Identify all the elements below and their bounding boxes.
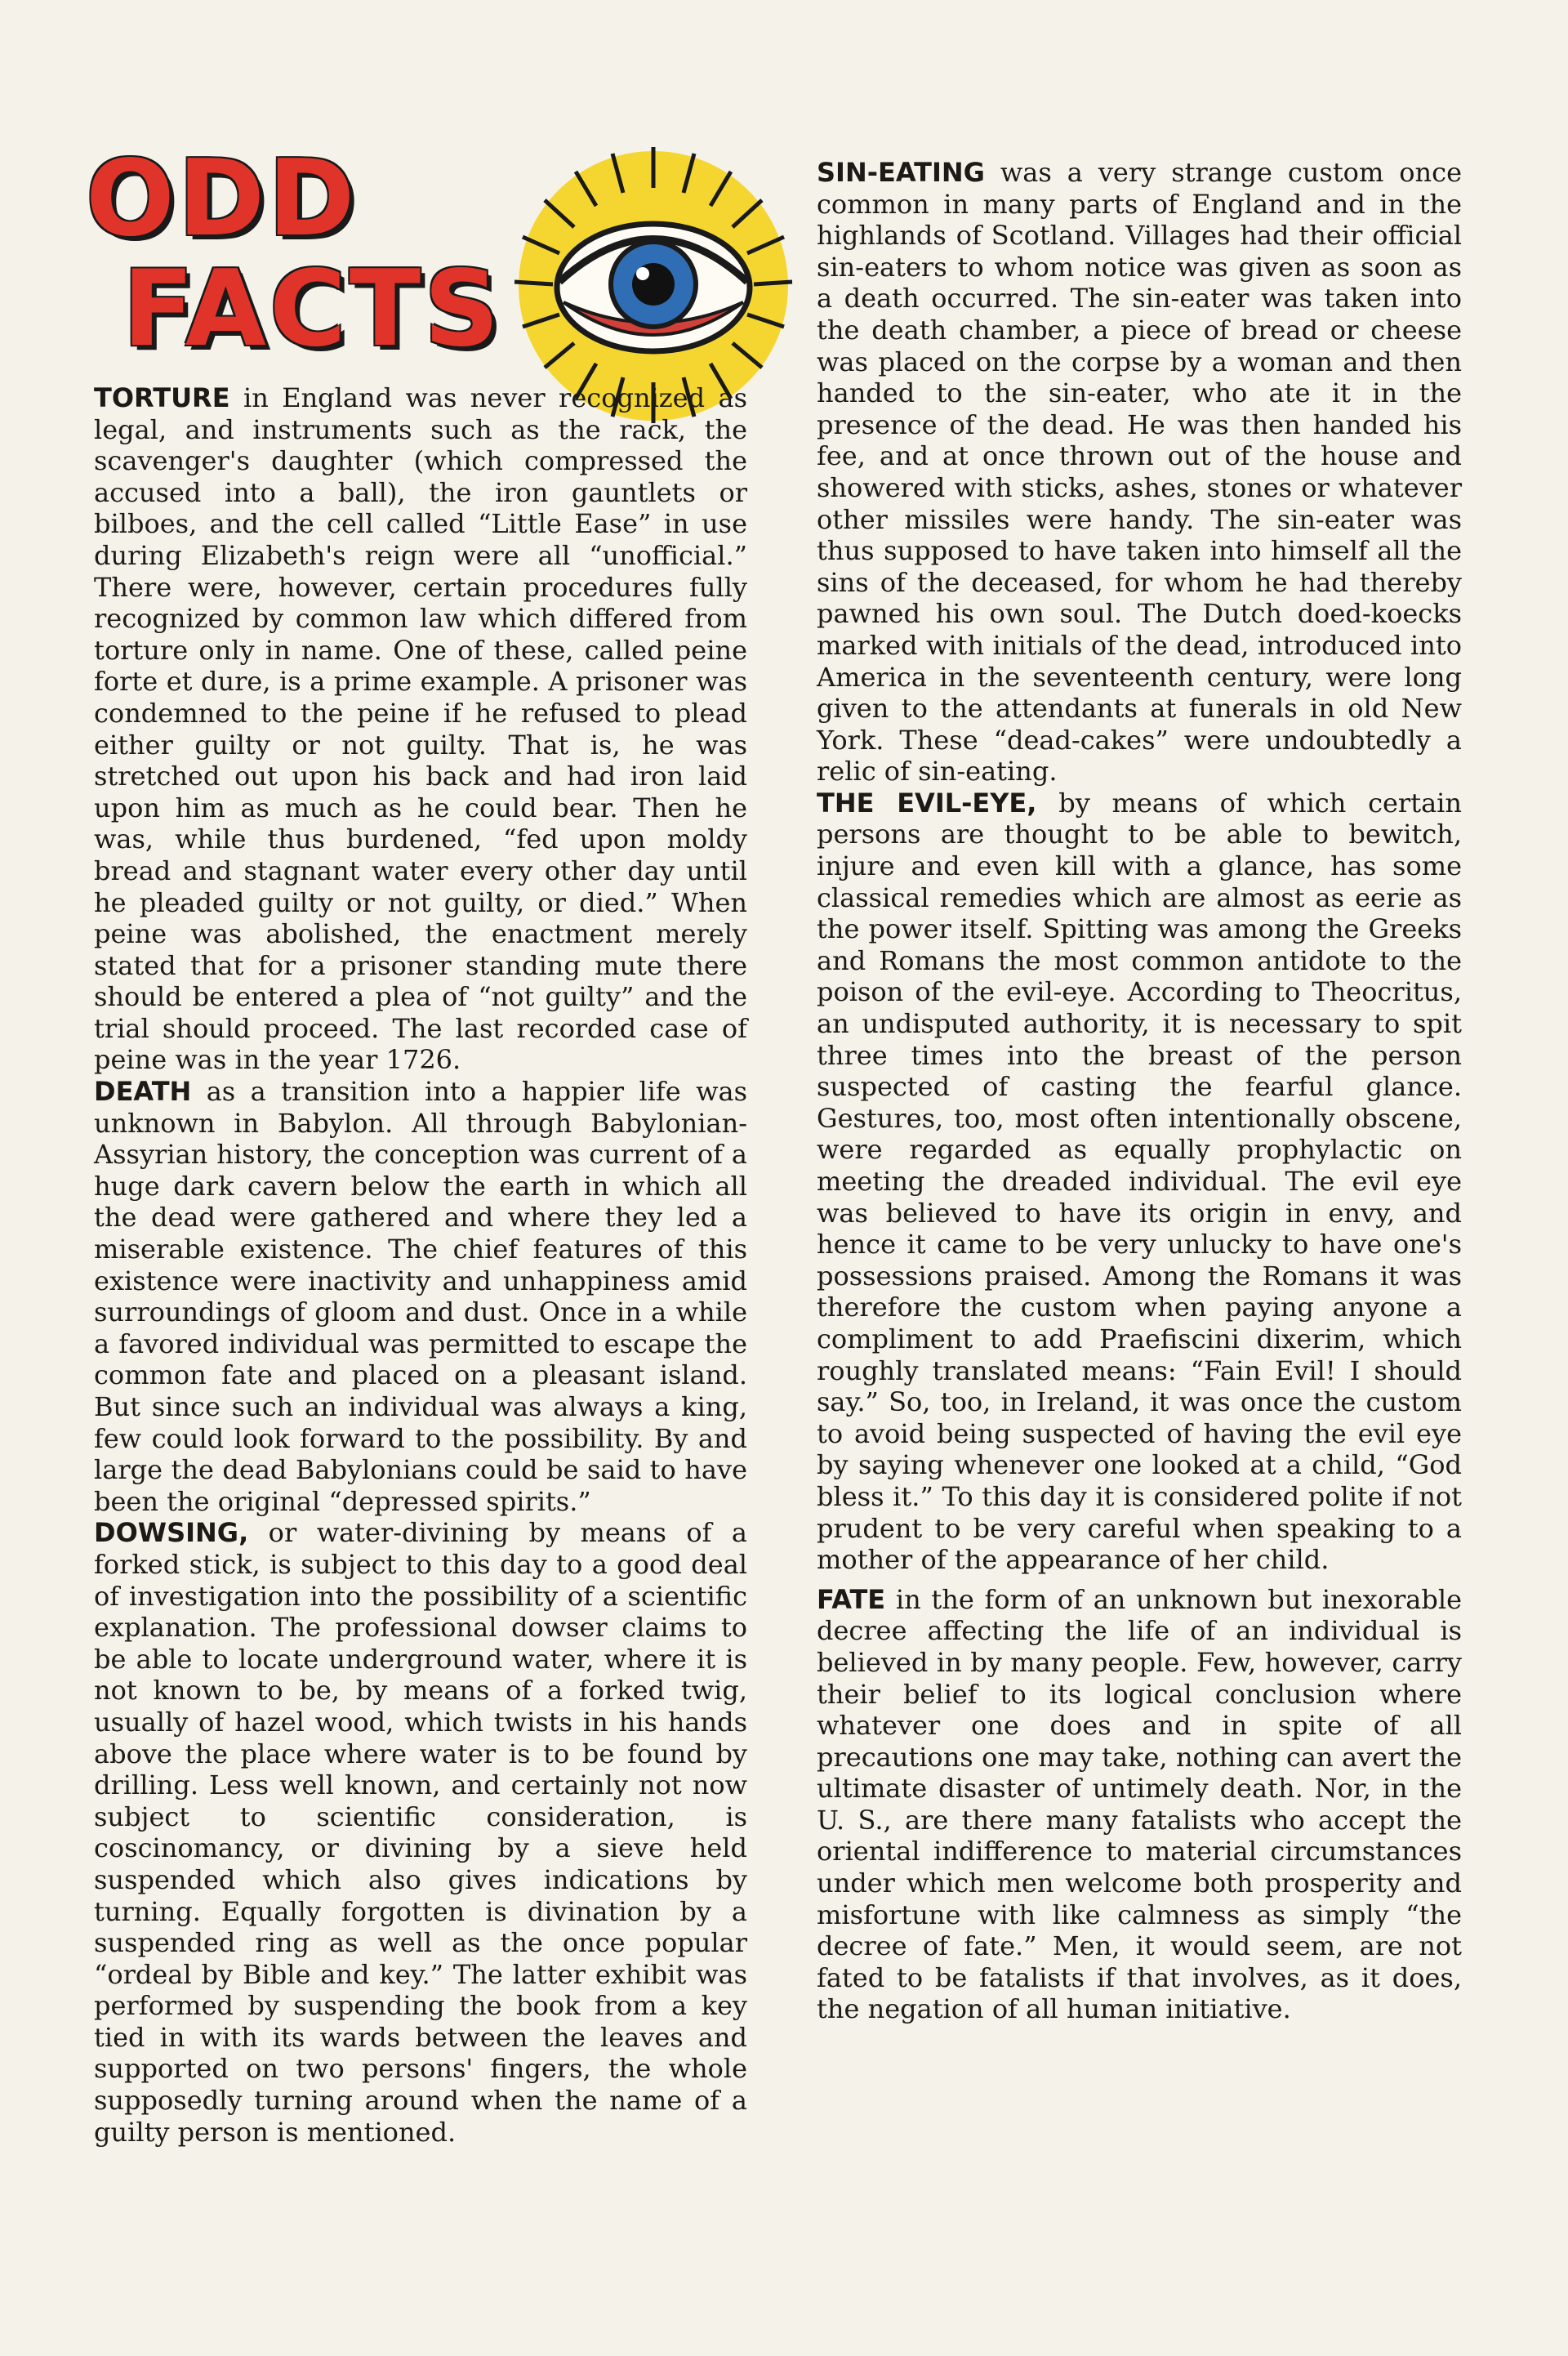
- article-lead: DOWSING,: [94, 1517, 249, 1549]
- odd-facts-title: [78, 131, 535, 376]
- article-lead: FATE: [817, 1583, 886, 1615]
- article-lead: THE EVIL-EYE,: [817, 787, 1037, 819]
- left-column: [94, 382, 747, 2148]
- article-text: as a transition into a happier life was unknown in Babylon. All through Babylonian-Assyrian history, the conception was current of a huge dark cavern below the earth in which all the dead were gathered and where they led a miserable existence. The chief features of this existence were inactivity and unhappiness amid surroundings of gloom and dust. Once in a while a favored individual was permitted to escape the common fate and placed on a pleasant island. But since such an individual was always a king, few could look forward to the possibility. By and large the dead Babylonians could be said to have been the original “depressed spirits.”: [94, 1076, 747, 1517]
- article-text: in the form of an unknown but inexorable decree affecting the life of an individual is believed in by many people. Few, however, carry their belief to its logical conclusion where whatever one does and in spite of all precautions one may take, nothing can avert the ultimate disaster of untimely death. Nor, in the U. S., are there many fatalists who accept the oriental indifference to material circumstances under which men welcome both prosperity and misfortune with like calmness as simply “the decree of fate.” Men, it would seem, are not fated to be fatalists if that involves, as it does, the negation of all human initiative.: [817, 1583, 1462, 2025]
- eye-highlight: [636, 267, 649, 280]
- article-fate: [817, 1584, 1462, 2025]
- title-line-facts: FACTS: [122, 248, 503, 370]
- article-text: by means of which certain persons are thought to be able to bewitch, injure and even kill with a glance, has some classical remedies which are almost as eerie as the power itself. Spitting was among the Greeks and Romans the most common antidote to the poison of the evil-eye. According to Theocritus, an undisputed authority, it is necessary to spit three times into the breast of the person suspected of casting the fearful glance. Gestures, too, most often intentionally obscene, were regarded as equally prophylactic on meeting the dreaded individual. The evil eye was believed to have its origin in envy, and hence it came to be very unlucky to have one's possessions praised. Among the Romans it was therefore the custom when paying anyone a compliment to add Praefiscini dixerim, which roughly translated means: “Fain Evil! I should say.” So, too, in Ireland, it was once the custom to avoid being suspected of having the evil eye by saying whenever one looked at a child, “God bless it.” To this day it is considered polite if not prudent to be very careful when speaking to a mother of the appearance of her child.: [817, 787, 1463, 1576]
- article-text: was a very strange custom once common in many parts of England and in the highlands of Scotland. Villages had their official sin-eaters to whom notice was given as soon as a death occurred. The sin-eater was taken into the death chamber, a piece of bread or cheese was placed on the corpse by a woman and then handed to the sin-eater, who ate it in the presence of the dead. He was then handed his fee, and at once thrown out of the house and showered with sticks, ashes, stones or whatever other missiles were handy. The sin-eater was thus supposed to have taken into himself all the sins of the deceased, for whom he had thereby pawned his own soul. The Dutch doed-koecks marked with initials of the dead, introduced into America in the seventeenth century, were long given to the attendants at funerals in old New York. These “dead-cakes” were undoubtedly a relic of sin-eating.: [817, 157, 1462, 788]
- article-text: or water-divining by means of a forked stick, is subject to this day to a good deal of investigation into the possibility of a scientific explanation. The professional dowser claims to be able to locate underground water, where it is not known to be, by means of a forked twig, usually of hazel wood, which twists in his hands above the place where water is to be found by drilling. Less well known, and certainly not now subject to scientific consideration, is coscinomancy, or divining by a sieve held suspended which also gives indications by turning. Equally forgotten is divination by a suspended ring as well as the once popular “ordeal by Bible and key.” The latter exhibit was performed by suspending the book from a key tied in with its wards between the leaves and supported on two persons' fingers, the whole supposedly turning around when the name of a guilty person is mentioned.: [94, 1517, 747, 2148]
- article-evil-eye: [817, 788, 1462, 1576]
- article-lead: TORTURE: [94, 382, 230, 413]
- article-sin-eating: [817, 157, 1462, 788]
- article-lead: SIN-EATING: [817, 157, 985, 188]
- article-text: in England was never recognized as legal, and instruments such as the rack, the scavenger's daughter (which compressed the accused into a ball), the iron gauntlets or bilboes, and the cell called “Little Ease” in use during Elizabeth's reign were all “unofficial.” There were, however, certain procedures fully recognized by common law which differed from torture only in name. One of these, called peine forte et dure, is a prime example. A prisoner was condemned to the peine if he refused to plead either guilty or not guilty. That is, he was stretched out upon his back and had iron laid upon him as much as he could bear. Then he was, while thus burdened, “fed upon moldy bread and stagnant water every other day until he pleaded guilty or not guilty, or died.” When peine was abolished, the enactment merely stated that for a prisoner standing mute there should be entered a plea of “not guilty” and the trial should proceed. The last recorded case of peine was in the year 1726.: [94, 382, 747, 1076]
- right-column: [817, 157, 1462, 2025]
- article-torture: [94, 382, 747, 1076]
- article-death: [94, 1076, 747, 1517]
- article-lead: DEATH: [94, 1076, 192, 1108]
- article-dowsing: [94, 1517, 747, 2148]
- title-line-odd: ODD: [86, 138, 359, 260]
